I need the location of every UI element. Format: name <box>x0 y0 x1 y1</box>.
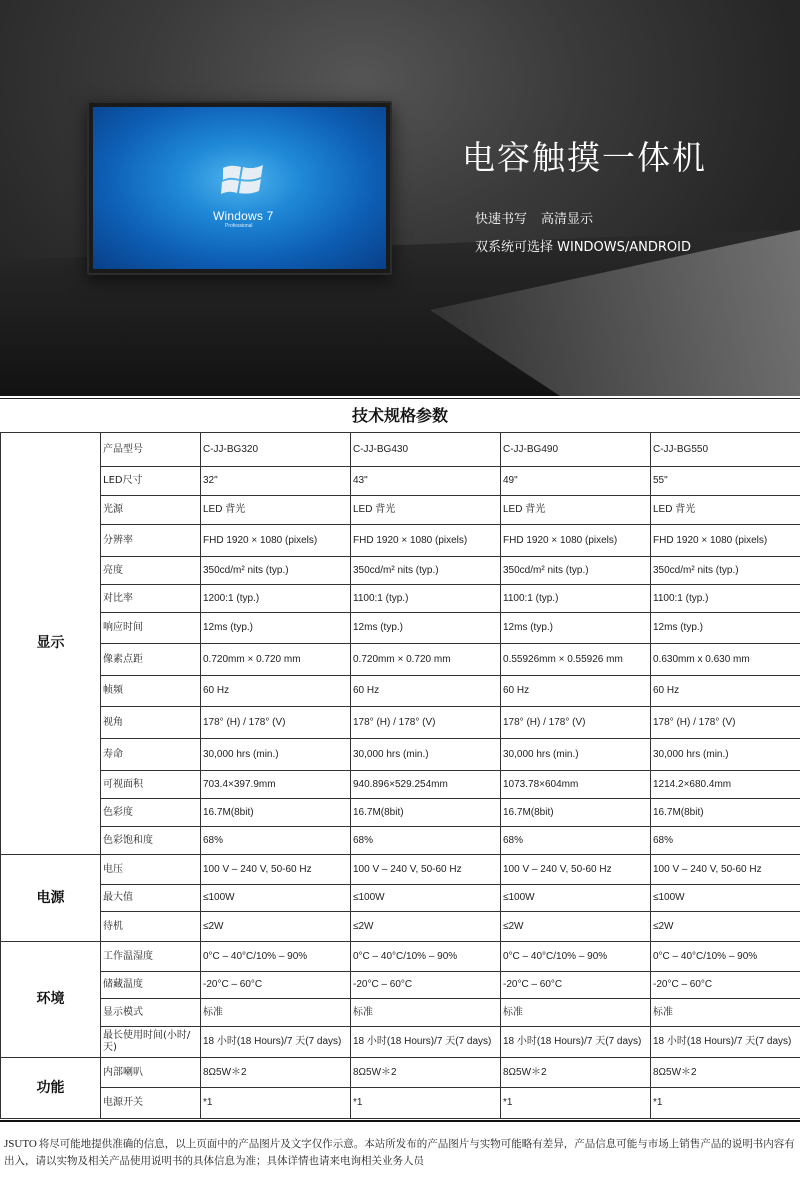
spec-label: 最大值 <box>101 885 201 912</box>
spec-value: C-JJ-BG320 <box>201 433 351 467</box>
spec-value: 43" <box>351 467 501 496</box>
spec-value: LED 背光 <box>351 496 501 525</box>
feature-line-2: 双系统可选择 WINDOWS/ANDROID <box>475 240 692 255</box>
spec-label: 像素点距 <box>101 644 201 676</box>
spec-label: 色彩饱和度 <box>101 827 201 855</box>
spec-label: 电压 <box>101 855 201 885</box>
spec-label: LED尺寸 <box>101 467 201 496</box>
spec-value: LED 背光 <box>651 496 800 525</box>
spec-value: 60 Hz <box>651 676 800 707</box>
spec-value: 8Ω5W＊2 <box>351 1058 501 1088</box>
spec-value: 0°C – 40°C/10% – 90% <box>351 942 501 972</box>
spec-value: FHD 1920 × 1080 (pixels) <box>201 525 351 557</box>
spec-value: 标准 <box>351 999 501 1027</box>
spec-label: 视角 <box>101 707 201 739</box>
spec-value: ≤100W <box>651 885 800 912</box>
spec-value: *1 <box>351 1088 501 1119</box>
spec-label: 产品型号 <box>101 433 201 467</box>
spec-value: 1073.78×604mm <box>501 771 651 799</box>
spec-value: 32" <box>201 467 351 496</box>
spec-value: 178° (H) / 178° (V) <box>201 707 351 739</box>
spec-row <box>1 739 800 771</box>
spec-row <box>1 644 800 676</box>
spec-value: -20°C – 60°C <box>201 972 351 999</box>
spec-row <box>1 1058 800 1088</box>
spec-value: 60 Hz <box>201 676 351 707</box>
windows-edition-text: Professional <box>225 223 253 229</box>
spec-label: 显示模式 <box>101 999 201 1027</box>
spec-label: 储藏温度 <box>101 972 201 999</box>
spec-value: 1214.2×680.4mm <box>651 771 800 799</box>
spec-value: 350cd/m² nits (typ.) <box>651 557 800 585</box>
spec-row <box>1 433 800 467</box>
spec-category: 环境 <box>1 942 101 1058</box>
spec-row <box>1 942 800 972</box>
spec-value: 30,000 hrs (min.) <box>201 739 351 771</box>
touch-display-monitor <box>87 101 392 275</box>
spec-label: 最长使用时间(小时/天) <box>101 1027 201 1058</box>
spec-value: 60 Hz <box>351 676 501 707</box>
spec-value: 12ms (typ.) <box>351 613 501 644</box>
spec-row <box>1 799 800 827</box>
spec-label: 色彩度 <box>101 799 201 827</box>
spec-value: 68% <box>501 827 651 855</box>
spec-value: 18 小时(18 Hours)/7 天(7 days) <box>651 1027 800 1058</box>
spec-value: 16.7M(8bit) <box>651 799 800 827</box>
spec-value: C-JJ-BG550 <box>651 433 800 467</box>
spec-value: 1100:1 (typ.) <box>651 585 800 613</box>
spec-row <box>1 707 800 739</box>
spec-label: 内部喇叭 <box>101 1058 201 1088</box>
spec-row <box>1 827 800 855</box>
spec-row <box>1 467 800 496</box>
spec-value: 68% <box>351 827 501 855</box>
spec-value: 16.7M(8bit) <box>351 799 501 827</box>
spec-value: 8Ω5W＊2 <box>201 1058 351 1088</box>
spec-value: -20°C – 60°C <box>651 972 800 999</box>
spec-value: *1 <box>201 1088 351 1119</box>
spec-value: 100 V – 240 V, 50-60 Hz <box>201 855 351 885</box>
disclaimer-text: 将尽可能地提供准确的信息，以上页面中的产品图片及文字仅作示意。本站所发布的产品图片与实物可能略有差异，产品信息可能与市场上销售产品的说明书内容有出入，请以实物及相关产品使用说明书的具体信息为准；具体详情也请来电询相关业务人员 <box>4 1138 795 1167</box>
spec-value: 178° (H) / 178° (V) <box>351 707 501 739</box>
spec-value: 0.630mm x 0.630 mm <box>651 644 800 676</box>
spec-value: 0°C – 40°C/10% – 90% <box>501 942 651 972</box>
spec-value: ≤100W <box>501 885 651 912</box>
spec-row <box>1 585 800 613</box>
spec-value: 12ms (typ.) <box>501 613 651 644</box>
spec-value: 49" <box>501 467 651 496</box>
spec-value: 16.7M(8bit) <box>201 799 351 827</box>
spec-value: 18 小时(18 Hours)/7 天(7 days) <box>351 1027 501 1058</box>
spec-label: 亮度 <box>101 557 201 585</box>
spec-value: 350cd/m² nits (typ.) <box>501 557 651 585</box>
spec-value: 0°C – 40°C/10% – 90% <box>651 942 800 972</box>
spec-row <box>1 557 800 585</box>
spec-value: ≤100W <box>351 885 501 912</box>
spec-value: 100 V – 240 V, 50-60 Hz <box>651 855 800 885</box>
spec-value: 100 V – 240 V, 50-60 Hz <box>351 855 501 885</box>
spec-value: ≤2W <box>351 912 501 942</box>
spec-label: 工作温湿度 <box>101 942 201 972</box>
spec-value: 0.720mm × 0.720 mm <box>351 644 501 676</box>
spec-value: C-JJ-BG490 <box>501 433 651 467</box>
spec-label: 可视面积 <box>101 771 201 799</box>
spec-value: 350cd/m² nits (typ.) <box>201 557 351 585</box>
spec-value: LED 背光 <box>201 496 351 525</box>
spec-value: -20°C – 60°C <box>501 972 651 999</box>
spec-value: 8Ω5W＊2 <box>501 1058 651 1088</box>
spec-value: 178° (H) / 178° (V) <box>501 707 651 739</box>
spec-value: C-JJ-BG430 <box>351 433 501 467</box>
spec-value: 60 Hz <box>501 676 651 707</box>
spec-value: FHD 1920 × 1080 (pixels) <box>501 525 651 557</box>
spec-value: 0.55926mm × 0.55926 mm <box>501 644 651 676</box>
spec-value: 1100:1 (typ.) <box>351 585 501 613</box>
feature-hd-display: 高清显示 <box>541 212 594 227</box>
spec-value: 1100:1 (typ.) <box>501 585 651 613</box>
spec-category: 电源 <box>1 855 101 942</box>
brand-name: JSUTO <box>4 1138 37 1150</box>
spec-value: ≤2W <box>201 912 351 942</box>
spec-row <box>1 676 800 707</box>
spec-value: 30,000 hrs (min.) <box>351 739 501 771</box>
spec-row <box>1 912 800 942</box>
feature-fast-writing: 快速书写 <box>475 212 528 227</box>
spec-value: 0.720mm × 0.720 mm <box>201 644 351 676</box>
spec-value: ≤2W <box>501 912 651 942</box>
spec-value: 30,000 hrs (min.) <box>651 739 800 771</box>
spec-value: 55" <box>651 467 800 496</box>
spec-row <box>1 1088 800 1119</box>
spec-value: 12ms (typ.) <box>201 613 351 644</box>
windows-logo-icon <box>221 160 265 200</box>
spec-value: ≤100W <box>201 885 351 912</box>
spec-value: 16.7M(8bit) <box>501 799 651 827</box>
spec-value: LED 背光 <box>501 496 651 525</box>
spec-value: 1200:1 (typ.) <box>201 585 351 613</box>
spec-value: 12ms (typ.) <box>651 613 800 644</box>
spec-value: *1 <box>501 1088 651 1119</box>
spec-value: 18 小时(18 Hours)/7 天(7 days) <box>201 1027 351 1058</box>
product-title: 电容触摸一体机 <box>462 138 707 177</box>
spec-value: FHD 1920 × 1080 (pixels) <box>351 525 501 557</box>
spec-value: 30,000 hrs (min.) <box>501 739 651 771</box>
spec-row <box>1 1027 800 1058</box>
spec-value: 标准 <box>501 999 651 1027</box>
spec-label: 待机 <box>101 912 201 942</box>
spec-value: *1 <box>651 1088 800 1119</box>
disclaimer <box>0 1120 800 1187</box>
spec-value: 178° (H) / 178° (V) <box>651 707 800 739</box>
spec-label: 电源开关 <box>101 1088 201 1119</box>
spec-row <box>1 525 800 557</box>
spec-value: 18 小时(18 Hours)/7 天(7 days) <box>501 1027 651 1058</box>
spec-value: 8Ω5W＊2 <box>651 1058 800 1088</box>
spec-value: 100 V – 240 V, 50-60 Hz <box>501 855 651 885</box>
spec-value: ≤2W <box>651 912 800 942</box>
spec-value: 0°C – 40°C/10% – 90% <box>201 942 351 972</box>
spec-label: 帧频 <box>101 676 201 707</box>
spec-label: 响应时间 <box>101 613 201 644</box>
spec-value: 68% <box>651 827 800 855</box>
spec-value: 标准 <box>651 999 800 1027</box>
spec-value: 940.896×529.254mm <box>351 771 501 799</box>
spec-value: 350cd/m² nits (typ.) <box>351 557 501 585</box>
spec-row <box>1 771 800 799</box>
spec-row <box>1 885 800 912</box>
feature-line-1 <box>475 208 607 227</box>
spec-value: 68% <box>201 827 351 855</box>
spec-label: 分辨率 <box>101 525 201 557</box>
spec-label: 寿命 <box>101 739 201 771</box>
spec-table-title: 技术规格参数 <box>0 398 800 432</box>
spec-value: -20°C – 60°C <box>351 972 501 999</box>
spec-label: 对比率 <box>101 585 201 613</box>
windows-version-text: Windows 7 <box>213 209 274 223</box>
spec-row <box>1 999 800 1027</box>
spec-value: 标准 <box>201 999 351 1027</box>
spec-row <box>1 855 800 885</box>
spec-category: 显示 <box>1 433 101 855</box>
spec-value: 703.4×397.9mm <box>201 771 351 799</box>
spec-label: 光源 <box>101 496 201 525</box>
spec-category: 功能 <box>1 1058 101 1119</box>
spec-row <box>1 972 800 999</box>
spec-value: FHD 1920 × 1080 (pixels) <box>651 525 800 557</box>
monitor-screen <box>93 107 386 269</box>
hero-banner <box>0 0 800 396</box>
spec-row <box>1 613 800 644</box>
spec-row <box>1 496 800 525</box>
spec-table <box>0 432 800 1119</box>
